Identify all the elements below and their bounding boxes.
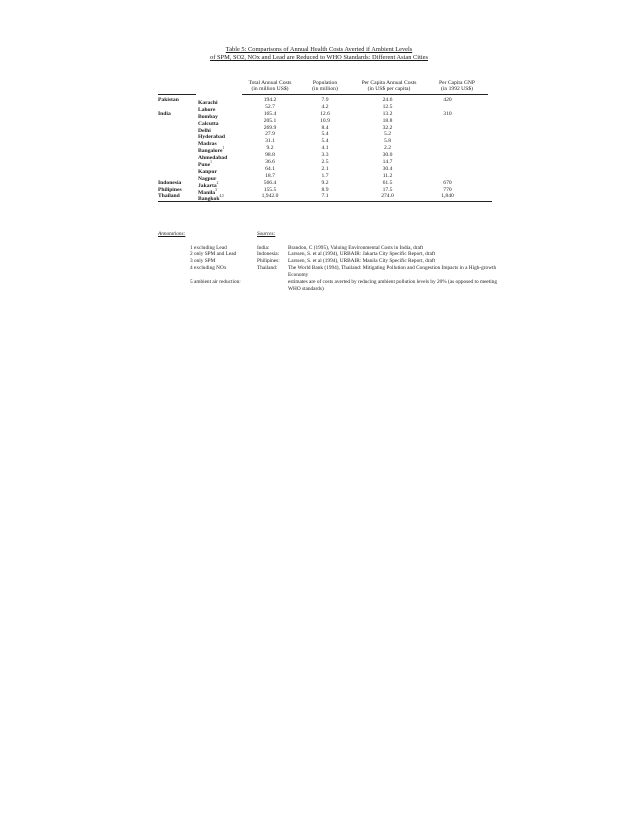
total-annual-cost-cell: 64.1 (265, 165, 275, 172)
city-cell: Madras (198, 141, 217, 148)
population-cell: 4.2 (321, 103, 329, 110)
country-cell: Pakistan (158, 97, 179, 103)
country-cell: Philipines (158, 186, 182, 193)
table-row (158, 193, 493, 203)
table-row (158, 131, 493, 141)
source-text: estimates are of costs averted by reducing ambient pollution levels by 20% (as opposed to meeting WHO standards) (288, 278, 498, 292)
per-capita-cost-cell: 18.8 (382, 117, 393, 124)
source-label: India: (257, 244, 270, 251)
footnote-marker: 1 (210, 160, 212, 165)
city-cell: Manila$^3$ (198, 187, 217, 196)
per-capita-gnp-cell: 310 (443, 110, 452, 117)
source-label: Thailand: (257, 265, 278, 272)
population-cell: 10.9 (320, 117, 330, 124)
per-capita-cost-cell: 274.0 (381, 193, 394, 200)
total-annual-cost-cell: 155.5 (263, 186, 277, 193)
population-cell: 3.3 (321, 152, 329, 159)
total-annual-cost-cell: 36.6 (265, 159, 275, 166)
source-text: The World Bank (1994), Thailand: Mitigating Pollution and Congestion Impacts in a High-growth Economy (288, 265, 497, 279)
table-row (158, 173, 493, 180)
table-body (158, 95, 493, 203)
table-header (158, 80, 493, 95)
per-capita-cost-cell: 30.0 (382, 152, 393, 159)
sources-heading: Sources: (257, 231, 276, 237)
total-annual-cost-cell: 1,942.0 (261, 193, 279, 200)
table-row (158, 104, 493, 111)
per-capita-cost-cell: 24.6 (382, 97, 393, 103)
source-label: Indonesia: (257, 251, 280, 258)
header-population: Population (in million) (312, 80, 338, 93)
total-annual-cost-cell: 269.9 (263, 124, 277, 131)
city-cell: Nagpur (198, 175, 217, 182)
total-annual-cost-cell: 205.1 (263, 117, 277, 124)
footnote-marker: 1 (222, 146, 225, 151)
population-cell: 12.6 (320, 110, 330, 117)
city-cell: Calcutta (198, 120, 219, 127)
population-cell: 5.4 (321, 138, 329, 145)
city-cell: Hyderabad (198, 134, 226, 141)
city-cell: Lahore (198, 106, 216, 113)
header-total-annual-costs: Total Annual Costs (in million US$) (248, 80, 292, 93)
population-cell: 2.5 (321, 159, 329, 166)
table-bottom-rule (158, 201, 492, 202)
annotation-item: 2 only SPM and Lead (190, 251, 237, 258)
per-capita-cost-cell: 5.8 (384, 138, 391, 145)
country-cell: India (158, 110, 171, 117)
annotation-item: 1 excluding Lead (190, 244, 227, 251)
per-capita-cost-cell: 2.2 (384, 145, 391, 152)
table-row (158, 152, 493, 159)
total-annual-cost-cell: 18.7 (265, 172, 275, 179)
footnote-marker: 2 (216, 180, 219, 185)
city-cell: Delhi (198, 127, 211, 134)
per-capita-cost-cell: 12.5 (382, 103, 393, 110)
population-cell: 2.1 (321, 165, 329, 172)
per-capita-cost-cell: 30.4 (382, 165, 393, 172)
population-cell: 8.4 (321, 124, 329, 131)
population-cell: 7.9 (321, 97, 329, 103)
per-capita-cost-cell: 11.2 (382, 172, 393, 179)
table-row (158, 145, 493, 155)
header-per-capita-costs: Per Capita Annual Costs (in US$ per capita) (361, 80, 417, 93)
per-capita-gnp-cell: 1,840 (441, 193, 454, 200)
table-row (158, 111, 493, 118)
city-cell: Ahmedabad (198, 154, 228, 161)
per-capita-gnp-cell: 770 (443, 186, 452, 193)
header-per-capita-gnp: Per Capita GNP (in 1992 US$) (438, 80, 476, 93)
total-annual-cost-cell: 52.7 (265, 103, 275, 110)
total-annual-cost-cell: 165.4 (263, 110, 277, 117)
per-capita-cost-cell: 61.5 (382, 179, 393, 186)
source-label: Philipines: (257, 258, 280, 265)
per-capita-cost-cell: 32.2 (382, 124, 393, 131)
city-cell: Karachi (198, 99, 218, 106)
city-cell: Bangalore$^1$ (198, 146, 225, 155)
population-cell: 9.2 (321, 179, 329, 186)
footnote-marker: 3 (215, 187, 217, 192)
per-capita-gnp-cell: 670 (443, 179, 452, 186)
population-cell: 7.1 (321, 193, 329, 200)
total-annual-cost-cell: 27.9 (265, 131, 275, 138)
total-annual-cost-cell: 566.4 (263, 179, 277, 186)
table-title-line-1: Table 5: Comparisons of Annual Health Costs Averted if Ambient Levels (225, 46, 413, 53)
table-row (158, 159, 493, 166)
table-row (158, 125, 493, 132)
annotation-item: 3 only SPM (190, 258, 216, 265)
per-capita-cost-cell: 13.2 (382, 110, 393, 117)
city-cell: Jakarta$^2$ (198, 180, 219, 189)
city-cell: Bombay (198, 113, 218, 120)
country-cell: Thailand (158, 193, 180, 200)
header-rule-right (242, 94, 488, 95)
per-capita-cost-cell: 17.5 (382, 186, 393, 193)
total-annual-cost-cell: 31.1 (265, 138, 275, 145)
source-text: Larssen, S. et al (1994), URBAIR: Jakarta City Specific Report, draft (288, 251, 436, 258)
table-title-line-2: of SPM, SO2, NOx and Lead are Reduced to WHO Standards: Different Asian Cities (210, 54, 428, 61)
source-text: Larssen, S. et al (1994), URBAIR: Manila City Specific Report, draft (288, 258, 436, 265)
footnote-marker: 4,5 (219, 194, 224, 199)
source-text: Brandon, C (1995), Valuing Environmental Costs in India, draft (288, 244, 424, 251)
table-row (158, 97, 493, 104)
annotations-heading: Annotations: (158, 231, 186, 237)
table-row (158, 180, 493, 187)
population-cell: 8.9 (321, 186, 329, 193)
country-cell: Indonesia (158, 179, 182, 186)
per-capita-cost-cell: 14.7 (382, 159, 393, 166)
total-annual-cost-cell: 9.2 (266, 145, 274, 152)
total-annual-cost-cell: 194.2 (263, 97, 277, 103)
table-row (158, 166, 493, 173)
city-cell: Pune$^1$ (198, 160, 212, 168)
annotation-item: 4 excluding NOx (190, 265, 227, 272)
population-cell: 4.1 (321, 145, 329, 152)
header-rule-left (158, 94, 196, 95)
table-row (158, 118, 493, 125)
annotation-item: 5 ambient air reduction: (190, 278, 241, 285)
table-row (158, 187, 493, 194)
per-capita-gnp-cell: 420 (443, 97, 452, 103)
total-annual-cost-cell: 98.8 (265, 152, 275, 159)
city-cell: Kanpur (198, 168, 217, 175)
per-capita-cost-cell: 5.2 (384, 131, 391, 138)
table-row (158, 138, 493, 148)
city-cell: Bangkok$^{4,5}$ (198, 194, 224, 203)
population-cell: 5.4 (321, 131, 329, 138)
health-costs-table (158, 80, 493, 202)
population-cell: 1.7 (321, 172, 329, 179)
